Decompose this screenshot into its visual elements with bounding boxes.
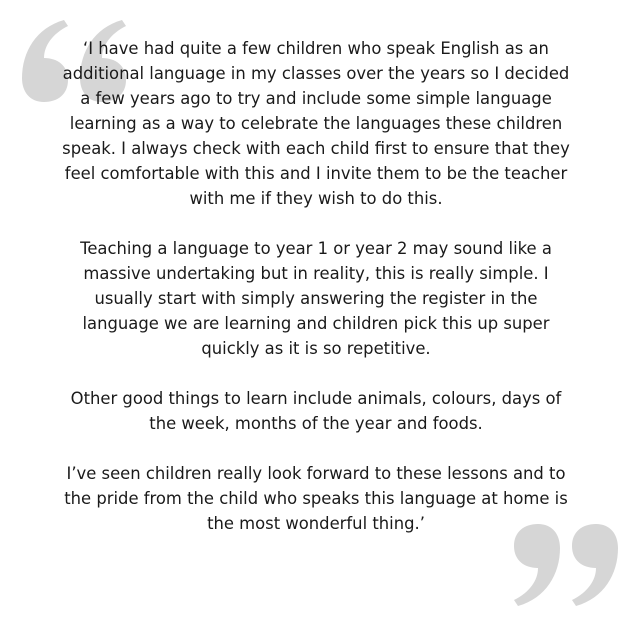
- quote-paragraph-2: Teaching a language to year 1 or year 2 may sound like a massive undertaking but in reality, this is really simple. I usually start with simply answering the register in the language we are learning and children pick this up super quickly as it is so repetitive.: [80, 239, 552, 358]
- quote-paragraph-1: ‘I have had quite a few children who speak English as an additional language in my classes over the years so I decided a few years ago to try and include some simple language learning as a way to celebrate the languages these children speak. I always check with each child first to ensure that they feel comfortable with this and I invite them to be the teacher with me if they wish to do this.: [62, 39, 570, 208]
- quote-paragraph-4: I’ve seen children really look forward to these lessons and to the pride from the child who speaks this language at home is the most wonderful thing.’: [64, 464, 568, 533]
- quote-body: [62, 36, 570, 536]
- close-quote-icon: [508, 524, 620, 608]
- quote-paragraph-3: Other good things to learn include animals, colours, days of the week, months of the year and foods.: [70, 389, 562, 433]
